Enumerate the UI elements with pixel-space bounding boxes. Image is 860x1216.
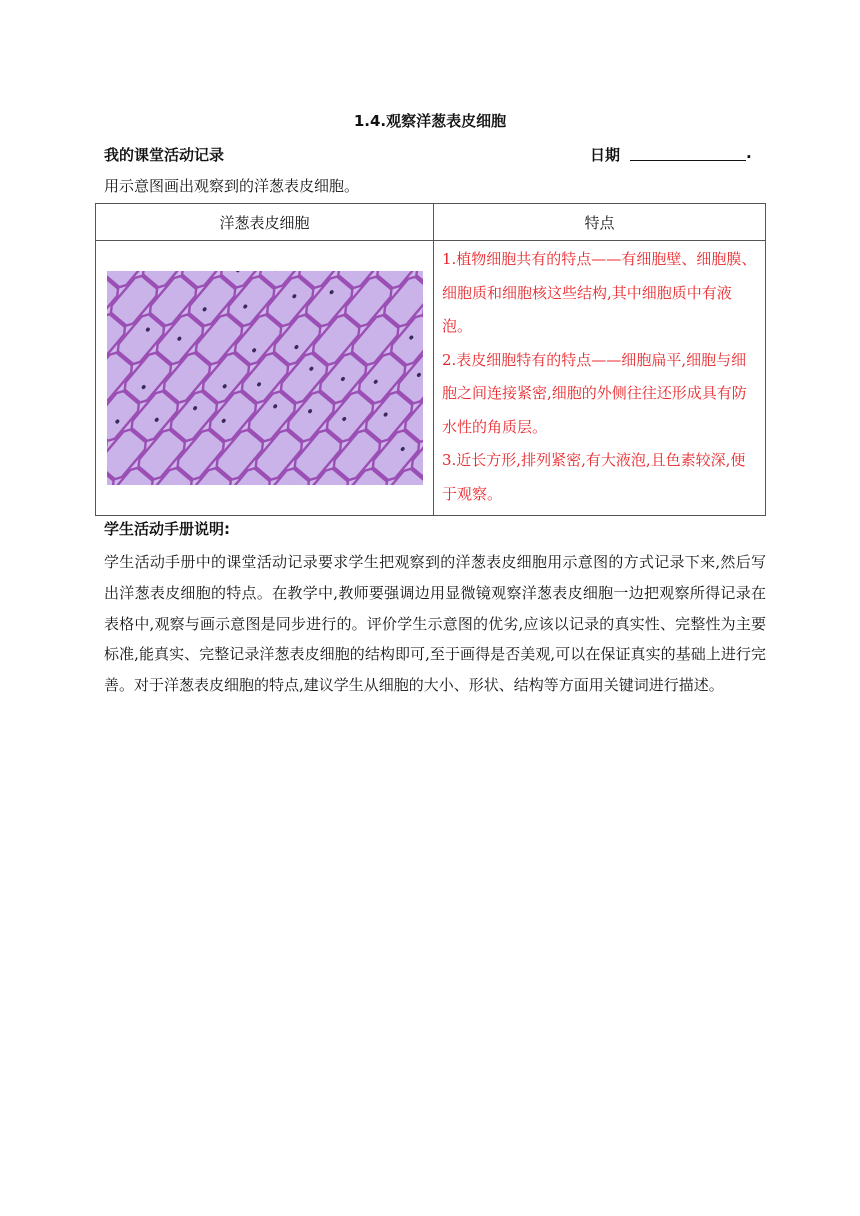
page-title: 1.4.观察洋葱表皮细胞 [353, 112, 507, 130]
notes-title: 学生活动手册说明: [104, 520, 230, 538]
record-row [104, 144, 760, 166]
feature-item: 1.植物细胞共有的特点——有细胞壁、细胞膜、细胞质和细胞核这些结构,其中细胞质中有液泡。 [442, 250, 757, 335]
header-cell-features: 特点 [434, 204, 766, 241]
image-cell [96, 241, 434, 516]
record-table [95, 203, 766, 516]
header-cell-onion-cells: 洋葱表皮细胞 [96, 204, 434, 241]
date-label: 日期 [590, 146, 621, 164]
date-blank-line [630, 144, 746, 161]
feature-item: 2.表皮细胞特有的特点——细胞扁平,细胞与细胞之间连接紧密,细胞的外侧往往还形成具有防水性的角质层。 [442, 350, 747, 436]
date-period: . [746, 144, 752, 162]
feature-item: 3.近长方形,排列紧密,有大液泡,且色素较深,便于观察。 [442, 451, 746, 503]
features-cell [434, 241, 766, 516]
notes-body: 学生活动手册中的课堂活动记录要求学生把观察到的洋葱表皮细胞用示意图的方式记录下来,然后写出洋葱表皮细胞的特点。在教学中,教师要强调边用显微镜观察洋葱表皮细胞一边把观察所得记录在表格中,观察与画示意图是同步进行的。评价学生示意图的优劣,应该以记录的真实性、完整性为主要标准,能真实、完整记录洋葱表皮细胞的结构即可,至于画得是否美观,可以在保证真实的基础上进行完善。对于洋葱表皮细胞的特点,建议学生从细胞的大小、形状、结构等方面用关键词进行描述。 [104, 553, 766, 695]
table-body-row [96, 241, 766, 516]
record-label: 我的课堂活动记录 [104, 146, 225, 164]
table-header-row [96, 204, 766, 241]
onion-cell-micrograph [107, 271, 423, 485]
instruction-text: 用示意图画出观察到的洋葱表皮细胞。 [104, 177, 360, 195]
